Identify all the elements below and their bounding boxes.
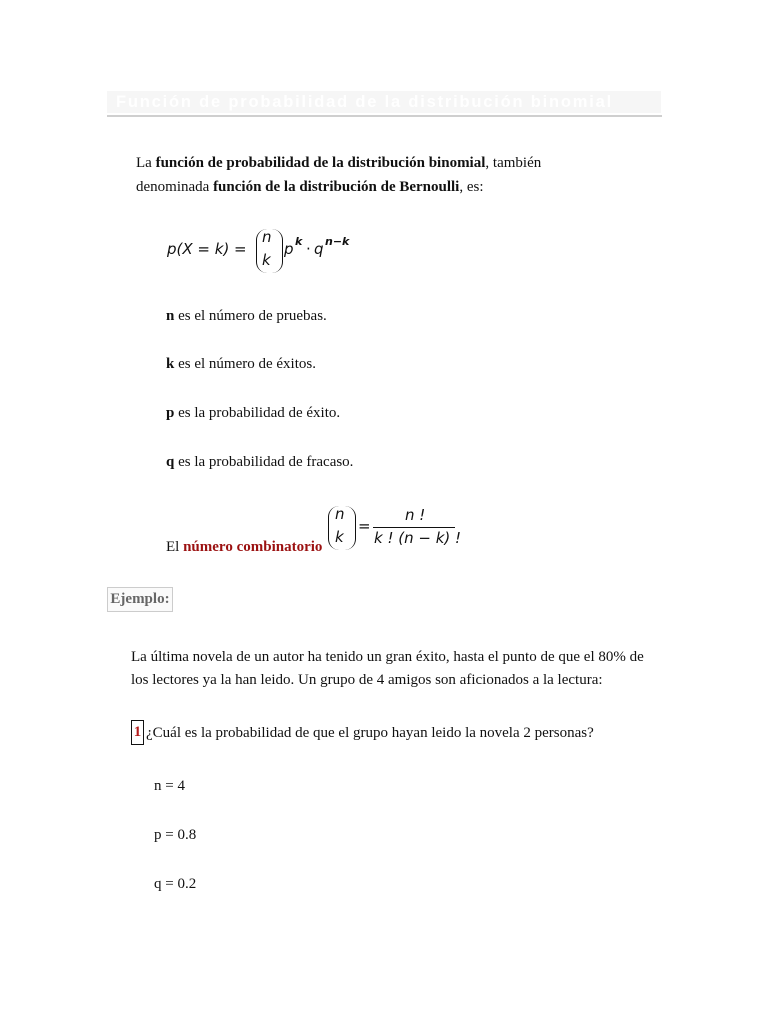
- definition-variable: p: [166, 405, 175, 421]
- definition-k: [166, 352, 316, 376]
- formula-right-paren: [272, 229, 283, 273]
- header-divider: [107, 115, 662, 117]
- combinatorio-term: número combinatorio: [183, 539, 323, 555]
- definition-variable: q: [166, 454, 175, 470]
- formula-binom-bottom: k: [262, 251, 271, 269]
- combinatorio-denominator: k ! (n − k) !: [374, 529, 462, 547]
- intro-bold-term: función de la distribución de Bernoulli: [213, 179, 460, 195]
- example-text-line-1: La última novela de un autor ha tenido un gran éxito, hasta el punto de que el 80% de: [131, 649, 644, 665]
- formula-k-exponent: k: [295, 235, 303, 248]
- combinatorio-right-paren: [345, 506, 356, 550]
- combinatorio-binom-top: n: [335, 505, 345, 523]
- example-text-line-2: los lectores ya la han leido. Un grupo de 4 amigos son aficionados a la lectura:: [131, 672, 603, 688]
- intro-text: La: [136, 155, 156, 171]
- value-p: p = 0.8: [154, 827, 197, 843]
- page-title: Función de probabilidad de la distribución binomial: [116, 93, 613, 111]
- example-label: Ejemplo:: [107, 587, 173, 612]
- definition-variable: n: [166, 308, 175, 324]
- intro-text: , también: [485, 155, 542, 171]
- definition-q: [166, 450, 353, 474]
- combinatorio-numerator: n !: [405, 506, 426, 524]
- definition-variable: k: [166, 356, 175, 372]
- formula-dot: ·: [306, 240, 311, 258]
- definition-text: es el número de pruebas.: [174, 308, 327, 324]
- definition-n: [166, 304, 327, 328]
- definition-text: es la probabilidad de fracaso.: [174, 454, 354, 470]
- definition-text: es la probabilidad de éxito.: [174, 405, 341, 421]
- formula-binom-top: n: [262, 228, 272, 246]
- intro-text: denominada: [136, 179, 214, 195]
- intro-line-2: [136, 175, 484, 199]
- value-n: n = 4: [154, 778, 185, 794]
- combinatorio-equals: =: [358, 517, 371, 535]
- formula-nk-exponent: n−k: [325, 235, 350, 248]
- definition-text: es el número de éxitos.: [174, 356, 316, 372]
- combinatorio-line: [166, 535, 322, 559]
- value-q: q = 0.2: [154, 876, 197, 892]
- combinatorio-binom-bottom: k: [335, 528, 344, 546]
- intro-bold-term: función de probabilidad de la distribución binomial: [155, 155, 486, 171]
- formula-lhs: p(X = k) =: [167, 240, 247, 258]
- intro-text: , es:: [459, 179, 484, 195]
- question-number-badge: 1: [131, 720, 144, 745]
- question-text: ¿Cuál es la probabilidad de que el grupo hayan leido la novela 2 personas?: [146, 725, 594, 741]
- formula-p: p: [284, 240, 294, 258]
- formula-q: q: [314, 240, 324, 258]
- combinatorio-prefix: El: [166, 539, 184, 555]
- definition-p: [166, 401, 340, 425]
- intro-line-1: [136, 151, 541, 175]
